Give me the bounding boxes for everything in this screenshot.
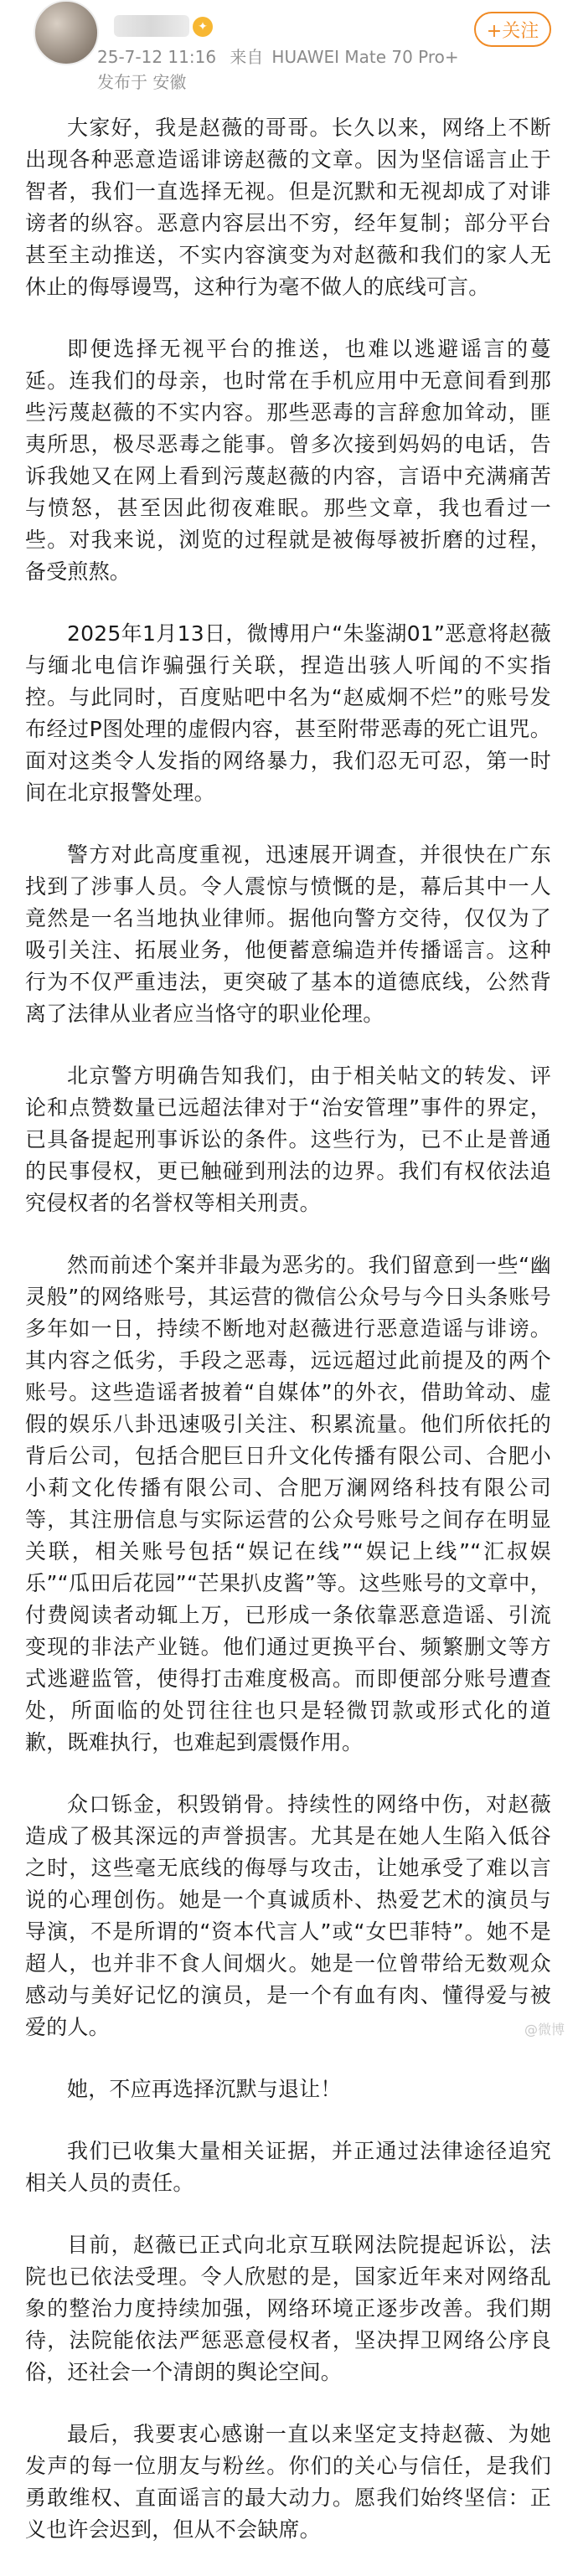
post-paragraph: 最后，我要衷心感谢一直以来坚定支持赵薇、为她发声的每一位朋友与粉丝。你们的关心与信任，是我们勇敢维权、直面谣言的最大动力。愿我们始终坚信：正义也许会迟到，但从不会缺席。 bbox=[25, 2422, 551, 2542]
post-paragraph: 大家好，我是赵薇的哥哥。长久以来，网络上不断出现各种恶意造谣诽谤赵薇的文章。因为坚信谣言止于智者，我们一直选择无视。但是沉默和无视却成了对诽谤者的纵容。恶意内容层出不穷，经年复制；部分平台甚至主动推送，不实内容演变为对赵薇和我们的家人无休止的侮辱谩骂，这种行为毫不做人的底线可言。 bbox=[25, 116, 551, 299]
post-paragraph: 2025年1月13日，微博用户“朱鉴湖01”恶意将赵薇与缅北电信诈骗强行关联，捏造出骇人听闻的不实指控。与此同时，百度贴吧中名为“赵威炯不烂”的账号发布经过P图处理的虚假内容，甚至附带恶毒的死亡诅咒。面对这类令人发指的网络暴力，我们忍无可忍，第一时间在北京报警处理。 bbox=[25, 621, 551, 805]
post-location: 发布于 安徽 bbox=[97, 72, 187, 92]
post-paragraph: 北京警方明确告知我们，由于相关帖文的转发、评论和点赞数量已远超法律对于“治安管理”事件的界定，已具备提起刑事诉讼的条件。这些行为，已不止是普通的民事侵权，更已触碰到刑法的边界。我们有权依法追究侵权者的名誉权等相关刑责。 bbox=[25, 1064, 551, 1215]
post-meta bbox=[97, 44, 467, 68]
post-paragraph: 我们已收集大量相关证据，并正通过法律途径追究相关人员的责任。 bbox=[25, 2139, 551, 2195]
post-paragraph: 然而前述个案并非最为恶劣的。我们留意到一些“幽灵般”的网络账号，其运营的微信公众号与今日头条账号多年如一日，持续不断地对赵薇进行恶意造谣与诽谤。其内容之低劣，手段之恶毒，远远超过此前提及的两个账号。这些造谣者披着“自媒体”的外衣，借助耸动、虚假的娱乐八卦迅速吸引关注、积累流量。他们所依托的背后公司，包括合肥巨日升文化传播有限公司、合肥小小莉文化传播有限公司、合肥万澜网络科技有限公司等，其注册信息与实际运营的公众号账号之间存在明显关联，相关账号包括“娱记在线”“娱记上线”“汇叔娱乐”“瓜田后花园”“芒果扒皮酱”等。这些账号的文章中，付费阅读者动辄上万，已形成一条依靠恶意造谣、引流变现的非法产业链。他们通过更换平台、频繁删文等方式逃避监管，使得打击难度极高。而即便部分账号遭查处，所面临的处罚往往也只是轻微罚款或形式化的道歉，既难执行，也难起到震慑作用。 bbox=[25, 1253, 551, 1754]
post-paragraph: 目前，赵薇已正式向北京互联网法院提起诉讼，法院也已依法受理。令人欣慰的是，国家近年来对网络乱象的整治力度持续加强，网络环境正逐步改善。我们期待，法院能依法严惩恶意侵权者，坚决捍卫网络公序良俗，还社会一个清朗的舆论空间。 bbox=[25, 2233, 551, 2384]
device-name[interactable]: HUAWEI Mate 70 Pro+ bbox=[271, 47, 459, 67]
watermark: @微博 bbox=[524, 2022, 565, 2038]
verified-badge-icon: ✦ bbox=[193, 17, 213, 37]
post-header bbox=[0, 0, 578, 92]
follow-button[interactable] bbox=[474, 12, 551, 47]
post-paragraph: 即便选择无视平台的推送，也难以逃避谣言的蔓延。连我们的母亲，也时常在手机应用中无意间看到那些污蔑赵薇的不实内容。那些恶毒的言辞愈加耸动，匪夷所思，极尽恶毒之能事。曾多次接到妈妈的电话，告诉我她又在网上看到污蔑赵薇的内容，言语中充满痛苦与愤怒，甚至因此彻夜难眠。那些文章，我也看过一些。对我来说，浏览的过程就是被侮辱被折磨的过程，备受煎熬。 bbox=[25, 337, 551, 584]
post-paragraph: 她，不应再选择沉默与退让！ bbox=[67, 2077, 342, 2101]
post-body bbox=[25, 112, 551, 2576]
source-prefix: 来自 bbox=[230, 47, 264, 67]
post-timestamp: 25-7-12 11:16 bbox=[97, 47, 217, 67]
post-paragraph: 警方对此高度重视，迅速展开调查，并很快在广东找到了涉事人员。令人震惊与愤慨的是，幕后其中一人竟然是一名当地执业律师。据他向警方交待，仅仅为了吸引关注、拓展业务，他便蓄意编造并传播谣言。这种行为不仅严重违法，更突破了基本的道德底线，公然背离了法律从业者应当恪守的职业伦理。 bbox=[25, 842, 551, 1026]
post-paragraph: 众口铄金，积毁销骨。持续性的网络中伤，对赵薇造成了极其深远的声誉损害。尤其是在她人生陷入低谷之时，这些毫无底线的侮辱与攻击，让她承受了难以言说的心理创伤。她是一个真诚质朴、热爱艺术的演员与导演，不是所谓的“资本代言人”或“女巴菲特”。她不是超人，也并非不食人间烟火。她是一位曾带给无数观众感动与美好记忆的演员，是一个有血有肉、懂得爱与被爱的人。 bbox=[25, 1792, 551, 2039]
author-name-redacted[interactable] bbox=[114, 15, 189, 37]
follow-label: +关注 bbox=[486, 20, 539, 42]
avatar[interactable] bbox=[34, 0, 99, 65]
